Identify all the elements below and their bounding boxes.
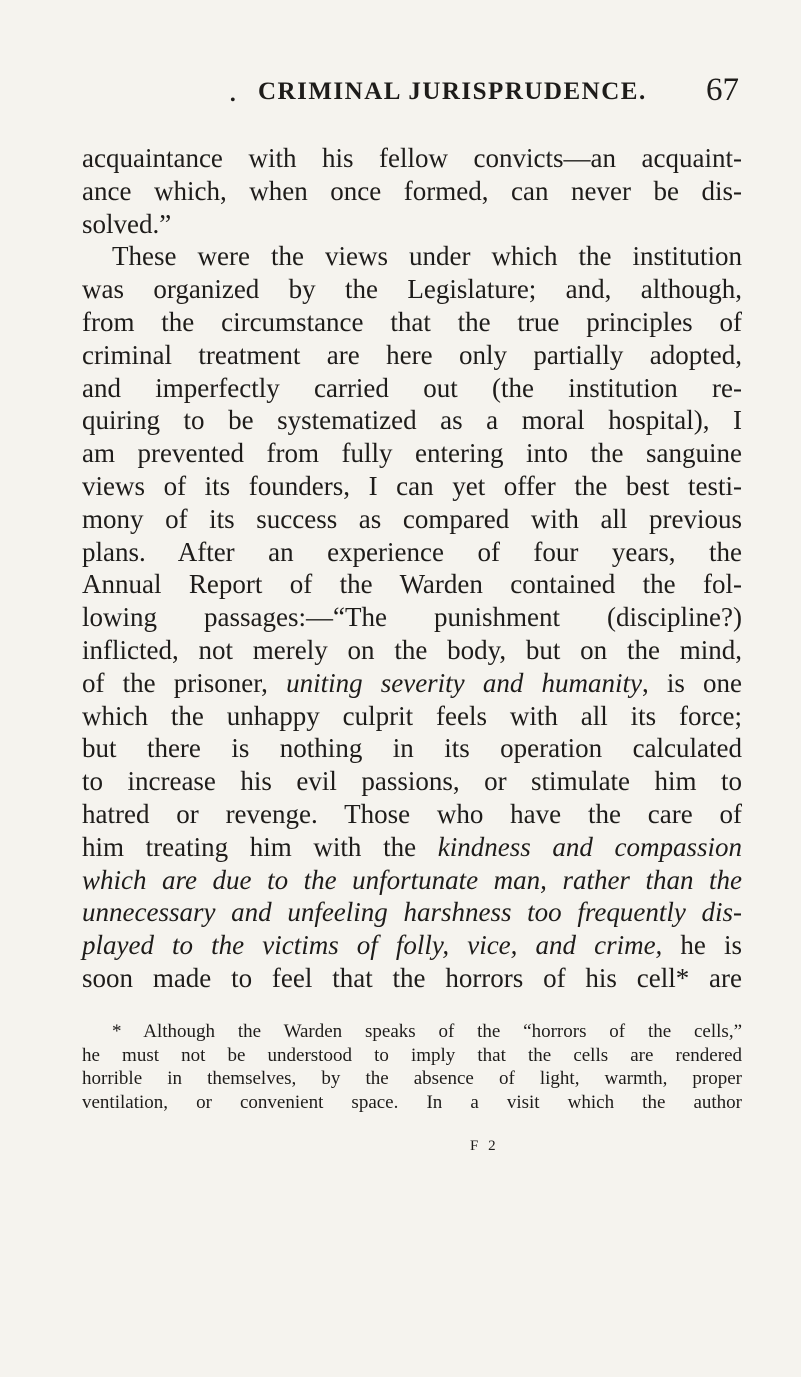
text-line: was organized by the Legislature; and, although, — [82, 274, 742, 305]
text-line — [82, 929, 742, 962]
text-line: to increase his evil passions, or stimulate him to — [82, 766, 742, 797]
text-line: hatred or revenge. Those who have the care of — [82, 798, 742, 829]
text-line: These were the views under which the institution — [112, 241, 742, 272]
text-line: but there is nothing in its operation calculated — [82, 733, 742, 764]
text-line: and imperfectly carried out (the institution re- — [82, 372, 742, 403]
footnote-line: he must not be understood to imply that the cells are rendered — [82, 1044, 742, 1066]
running-title: CRIMINAL JURISPRUDENCE. — [258, 78, 647, 105]
text-line — [82, 864, 742, 897]
text-line: inflicted, not merely on the body, but on the mind, — [82, 634, 742, 665]
text-line: acquaintance with his fellow convicts—an acquaint- — [82, 143, 742, 173]
footnote-line: ventilation, or convenient space. In a visit which the author — [82, 1091, 742, 1113]
text-line: quiring to be systematized as a moral hospital), I — [82, 405, 742, 436]
text-line — [82, 896, 742, 929]
text-line: which the unhappy culprit feels with all its force; — [82, 700, 742, 731]
footnote — [82, 1020, 742, 1114]
text-line: mony of its success as compared with all previous — [82, 503, 742, 534]
text-run: of the prisoner, — [82, 667, 287, 698]
text-run: , is one — [641, 667, 742, 698]
text-line — [82, 831, 742, 864]
text-line: soon made to feel that the horrors of his cell* are — [82, 962, 742, 993]
text-line: ance which, when once formed, can never be dis- — [82, 175, 742, 206]
text-run: he is — [662, 930, 742, 961]
italic-text: kindness and compassion — [437, 831, 743, 862]
page-number: 67 — [706, 72, 739, 108]
footnote-line: * Although the Warden speaks of the “horrors of the cells,” — [112, 1021, 742, 1042]
running-header — [0, 66, 801, 116]
italic-text: which are due to the unfortunate man, rather than the — [82, 864, 742, 895]
text-line: lowing passages:—“The punishment (discipline?) — [82, 602, 742, 633]
header-mark: • — [230, 92, 236, 109]
text-line: from the circumstance that the true principles of — [82, 306, 742, 337]
text-line: solved.” — [82, 208, 172, 239]
italic-text: uniting severity and humanity — [286, 667, 642, 698]
italic-text: unnecessary and unfeeling harshness too frequently dis- — [82, 897, 742, 928]
text-line: am prevented from fully entering into the sanguine — [82, 438, 742, 469]
text-line: Annual Report of the Warden contained the fol- — [82, 569, 742, 600]
body-text — [82, 142, 742, 995]
text-line: criminal treatment are here only partially adopted, — [82, 339, 742, 370]
text-line — [82, 667, 742, 700]
italic-text: played to the victims of folly, vice, and crime, — [82, 930, 663, 961]
footnote-line: horrible in themselves, by the absence of light, warmth, proper — [82, 1068, 742, 1089]
text-run: him treating him with the — [82, 831, 438, 862]
text-line: views of its founders, I can yet offer the best testi- — [82, 470, 742, 501]
text-line: plans. After an experience of four years, the — [82, 536, 742, 567]
signature-mark: F 2 — [470, 1138, 499, 1154]
